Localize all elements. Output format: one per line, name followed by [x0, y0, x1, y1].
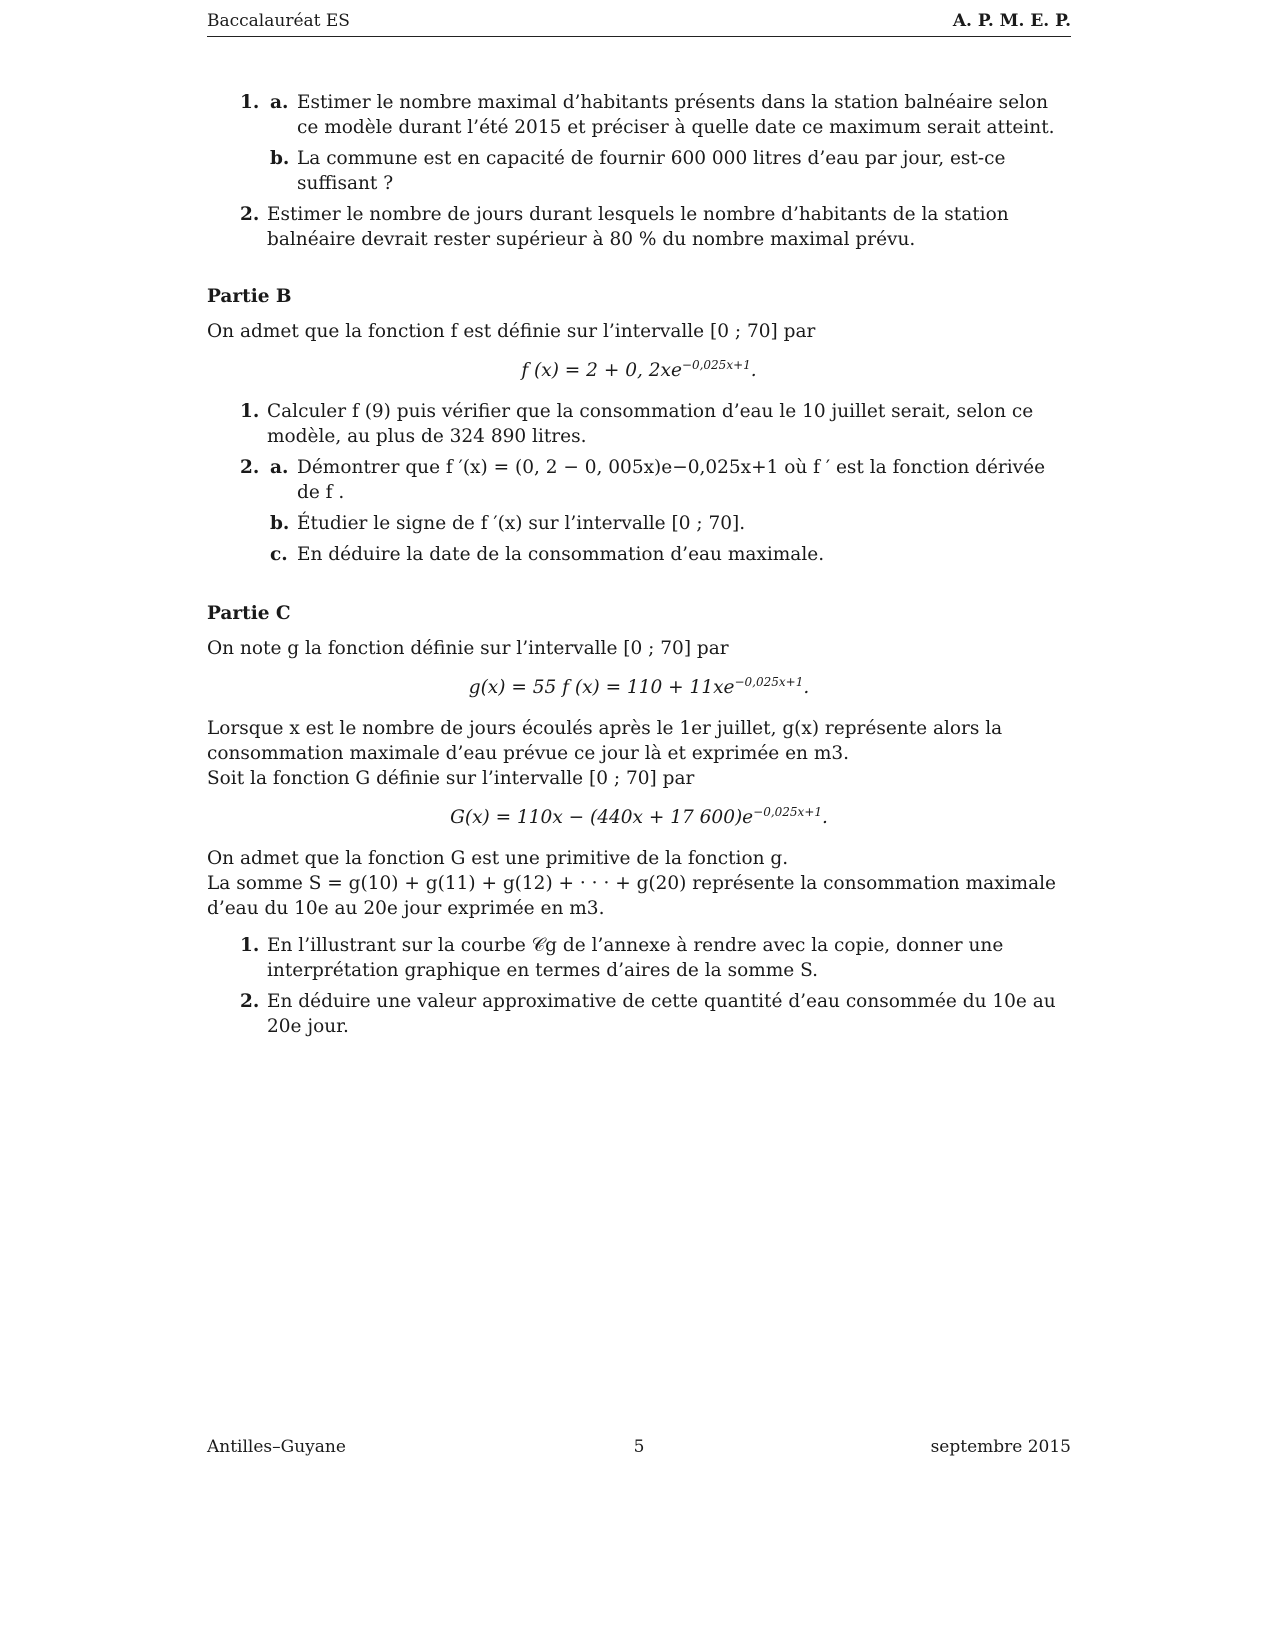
question-number: 1. [240, 92, 260, 113]
question-2 [207, 202, 1071, 252]
equation-main: g(x) = 55 f (x) = 110 + 11xe [468, 677, 735, 698]
header-left: Baccalauréat ES [207, 11, 350, 31]
question-text: En déduire une valeur approximative de cette quantité d’eau consommée du 10e au 20e jour. [267, 991, 1056, 1037]
question-letter: a. [270, 457, 289, 478]
partie-c-intro: On note g la fonction définie sur l’intervalle [0 ; 70] par [207, 638, 729, 659]
question-text: Estimer le nombre de jours durant lesquels le nombre d’habitants de la station balnéaire devrait rester supérieur à 80 % du nombre maximal prévu. [267, 204, 1009, 250]
equation-main: G(x) = 110x − (440x + 17 600)e [450, 807, 754, 828]
question-1a [207, 90, 1071, 140]
equation-exponent: −0,025x+1 [734, 674, 804, 689]
question-letter: b. [270, 148, 290, 169]
question-text: Démontrer que f ′(x) = (0, 2 − 0, 005x)e−0,025x+1 où f ′ est la fonction dérivée de f . [297, 457, 1046, 503]
question-number: 2. [240, 991, 260, 1012]
section-title-partie-c: Partie C [207, 603, 291, 624]
page-number: 5 [633, 1437, 645, 1457]
question-number: 2. [240, 457, 260, 478]
question-c1 [207, 933, 1071, 983]
question-letter: b. [270, 513, 290, 534]
question-number: 1. [240, 935, 260, 956]
partie-c-paragraph-2: Soit la fonction G définie sur l’intervalle [0 ; 70] par [207, 768, 695, 789]
equation-exponent: −0,025x+1 [753, 804, 823, 819]
footer-left: Antilles–Guyane [207, 1437, 346, 1457]
question-b2b [207, 511, 1071, 536]
page-header [207, 11, 1071, 37]
question-b1 [207, 399, 1071, 449]
question-text: En l’illustrant sur la courbe 𝒞g de l’annexe à rendre avec la copie, donner une interprétation graphique en termes d’aires de la somme S. [267, 935, 1004, 981]
equation-main: f (x) = 2 + 0, 2xe [521, 360, 682, 381]
question-c2 [207, 989, 1071, 1039]
question-letter: a. [270, 92, 289, 113]
document-page [207, 0, 1071, 1650]
section-title-partie-b: Partie B [207, 286, 292, 307]
question-b2c [207, 542, 1071, 567]
question-text: Étudier le signe de f ′(x) sur l’intervalle [0 ; 70]. [297, 513, 746, 534]
question-letter: c. [270, 544, 288, 565]
document-body [207, 90, 1071, 1045]
partie-c-paragraph-4: La somme S = g(10) + g(11) + g(12) + · · · + g(20) représente la consommation maximale d’eau du 10e au 20e jour exprimée en m3. [207, 873, 1056, 919]
equation-g: g(x) = 55 f $(x) = 110 + 11xe^{-0,025x+1}$. [468, 674, 810, 698]
question-text: La commune est en capacité de fournir 600 000 litres d’eau par jour, est-ce suffisant ? [297, 148, 1006, 194]
header-right: A. P. M. E. P. [952, 11, 1071, 31]
question-text: En déduire la date de la consommation d’eau maximale. [297, 544, 825, 565]
question-text: Calculer f (9) puis vérifier que la consommation d’eau le 10 juillet serait, selon ce modèle, au plus de 324 890 litres. [267, 401, 1034, 447]
question-text: Estimer le nombre maximal d’habitants présents dans la station balnéaire selon ce modèle durant l’été 2015 et préciser à quelle date ce maximum serait atteint. [297, 92, 1055, 138]
question-number: 1. [240, 401, 260, 422]
partie-b-intro: On admet que la fonction f est définie sur l’intervalle [0 ; 70] par [207, 321, 816, 342]
question-b2a [207, 455, 1071, 505]
footer-right: septembre 2015 [930, 1437, 1071, 1457]
partie-c-paragraph-1: Lorsque x est le nombre de jours écoulés après le 1er juillet, g(x) représente alors la consommation maximale d’eau prévue ce jour là et exprimée en m3. [207, 718, 1003, 764]
equation-G: G(x) = 110x − (440x + 17 $600)e^{-0,025x+1}$. [450, 804, 828, 828]
equation-exponent: −0,025x+1 [681, 357, 751, 372]
equation-f: f (x) = 2 + 0, $2xe^{-0,025x+1}$. [521, 357, 757, 381]
question-number: 2. [240, 204, 260, 225]
partie-c-paragraph-3: On admet que la fonction G est une primitive de la fonction g. [207, 848, 789, 869]
question-1b [207, 146, 1071, 196]
